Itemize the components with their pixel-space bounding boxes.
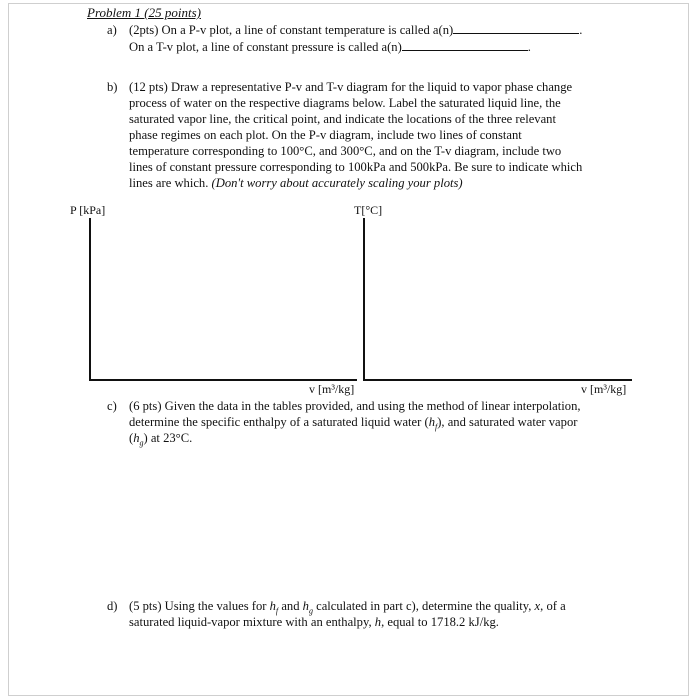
part-a-blank1[interactable] (453, 22, 579, 34)
part-b-note: (Don't worry about accurately scaling your plots) (211, 176, 463, 190)
part-c-hg-sub: g (139, 438, 144, 448)
pv-x-axis (89, 379, 357, 381)
part-c-hf-sub: f (434, 422, 438, 432)
part-b-label: b) (107, 80, 118, 94)
part-d-line2 (129, 614, 499, 631)
tv-x-axis (363, 379, 632, 381)
part-c-text1: (6 pts) Given the data in the tables provided, and using the method of linear interpolation, (129, 399, 581, 413)
part-c-line2 (129, 414, 577, 431)
part-c-text2a: determine the specific enthalpy of a saturated liquid water ( (129, 415, 429, 429)
problem-title: Problem 1 (25 points) (87, 5, 201, 20)
part-d-label: d) (107, 599, 118, 613)
part-c-text2b: ), and saturated water vapor (437, 415, 578, 429)
pv-x-axis-label: v [m³/kg] (309, 382, 355, 396)
part-a-label: a) (107, 23, 117, 37)
part-d-hg-sub: g (308, 606, 313, 616)
part-d-hf: h (269, 599, 276, 613)
part-d-text1c: , of a (540, 599, 566, 613)
part-b-line5: temperature corresponding to 100°C, and 300°C, and on the T-v diagram, include two (129, 144, 562, 158)
part-b-line6: lines of constant pressure corresponding to 100kPa and 500kPa. Be sure to indicate which (129, 160, 583, 174)
part-d-and: and (281, 599, 300, 613)
part-b-line3: saturated vapor line, the critical point, and indicate the locations of the three relevant (129, 112, 556, 126)
part-a-blank2[interactable] (402, 39, 528, 51)
part-d-hf-sub: f (275, 606, 279, 616)
part-c-hg: h (133, 431, 140, 445)
part-a-line1: a) (2pts) On a P-v plot, a line of constant temperature is called a(n) . (107, 23, 583, 37)
part-d-h: h (374, 615, 382, 629)
part-d-text1b: calculated in part c), determine the quality, (316, 599, 532, 613)
part-d-x: x (534, 599, 541, 613)
part-d-text1a: (5 pts) Using the values for (129, 599, 267, 613)
part-b-line2: process of water on the respective diagrams below. Label the saturated liquid line, the (129, 96, 561, 110)
part-a-line2: On a T-v plot, a line of constant pressure is called a(n) . (129, 40, 531, 54)
tv-y-axis (363, 218, 365, 381)
part-c-line1 (107, 398, 581, 415)
part-c-label: c) (107, 399, 117, 413)
part-d-line1 (107, 598, 566, 615)
part-b-line7 (129, 175, 463, 192)
pv-y-axis (89, 218, 91, 381)
tv-y-axis-label: T[°C] (354, 203, 383, 217)
part-c-hf: h (428, 415, 435, 429)
part-d-text2b: , equal to 1718.2 kJ/kg. (381, 615, 499, 629)
part-a-text2: On a T-v plot, a line of constant pressure is called a(n) (129, 40, 402, 54)
part-b-text: (12 pts) Draw a representative P-v and T-v diagram for the liquid to vapor phase change (129, 80, 573, 94)
part-b-line4: phase regimes on each plot. On the P-v diagram, include two lines of constant (129, 128, 522, 142)
tv-x-axis-label: v [m³/kg] (581, 382, 627, 396)
part-b-last-text: lines are which. (129, 176, 209, 190)
part-c-line3: $(h_g)$ at 23°C. (129, 431, 193, 448)
part-d-text2a: saturated liquid-vapor mixture with an enthalpy, (129, 615, 372, 629)
part-d-hg: h (302, 599, 309, 613)
part-b-line1 (107, 79, 572, 96)
pv-y-axis-label: P [kPa] (70, 203, 106, 217)
part-c-text3: ) at 23°C. (143, 431, 193, 445)
part-a-text1: (2pts) On a P-v plot, a line of constant temperature is called a(n) (129, 23, 454, 37)
